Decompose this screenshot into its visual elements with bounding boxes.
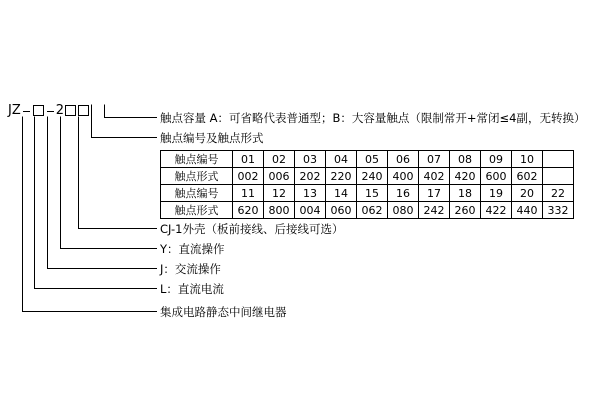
model-box-2 [65,105,76,116]
table-row [161,168,574,185]
table-cell: 602 [512,168,543,185]
label-shell: CJ-1外壳（板前接线、后接线可选） [160,222,344,236]
model-dash-2 [47,111,54,112]
model-box-3 [78,105,89,116]
table-cell: 002 [233,168,264,185]
table-cell: 004 [295,202,326,219]
table-cell: 332 [543,202,574,219]
table-cell: 800 [264,202,295,219]
table-cell: 08 [450,151,481,168]
table-cell: 12 [264,185,295,202]
table-cell: 06 [388,151,419,168]
table-cell: 22 [543,185,574,202]
table-cell: 420 [450,168,481,185]
table-cell: 402 [419,168,450,185]
table-cell: 202 [295,168,326,185]
table-cell: 04 [326,151,357,168]
label-contact-number-and-form: 触点编号及触点形式 [160,131,264,145]
label-ac-operation: J：交流操作 [160,262,221,276]
table-cell: 10 [512,151,543,168]
table-cell: 600 [481,168,512,185]
label-contact-capacity: 触点容量 A：可省略代表普通型；B：大容量触点（限制常开+常闭≤4副，无转换） [160,111,586,125]
table-cell: 260 [450,202,481,219]
model-code [8,104,90,117]
model-box-1 [33,105,44,116]
label-dc-operation: Y：直流操作 [160,242,225,256]
table-row [161,202,574,219]
table-cell: 01 [233,151,264,168]
table-cell: 620 [233,202,264,219]
table-cell: 006 [264,168,295,185]
table-cell: 240 [357,168,388,185]
table-cell: 16 [388,185,419,202]
row-header: 触点形式 [161,202,233,219]
table-cell: 07 [419,151,450,168]
table-cell: 14 [326,185,357,202]
table-cell: 05 [357,151,388,168]
row-header: 触点编号 [161,151,233,168]
table-cell: 03 [295,151,326,168]
table-cell: 440 [512,202,543,219]
table-cell: 400 [388,168,419,185]
row-header: 触点编号 [161,185,233,202]
table-cell: 19 [481,185,512,202]
label-dc-current: L：直流电流 [160,282,224,296]
table-cell: 18 [450,185,481,202]
table-cell: 11 [233,185,264,202]
table-cell: 060 [326,202,357,219]
contact-table-wrapper [160,150,574,219]
table-cell: 13 [295,185,326,202]
contact-table [160,150,574,219]
table-row [161,151,574,168]
model-prefix: JZ [8,103,21,118]
table-cell: 242 [419,202,450,219]
table-cell: 17 [419,185,450,202]
table-cell [543,168,574,185]
table-cell [543,151,574,168]
label-product-name: 集成电路静态中间继电器 [160,305,287,319]
table-cell: 20 [512,185,543,202]
table-cell: 15 [357,185,388,202]
row-header: 触点形式 [161,168,233,185]
model-middle: 2 [55,103,65,118]
model-dash-1 [23,111,30,112]
table-cell: 220 [326,168,357,185]
table-row [161,185,574,202]
table-cell: 422 [481,202,512,219]
table-cell: 02 [264,151,295,168]
table-cell: 080 [388,202,419,219]
table-cell: 09 [481,151,512,168]
table-cell: 062 [357,202,388,219]
